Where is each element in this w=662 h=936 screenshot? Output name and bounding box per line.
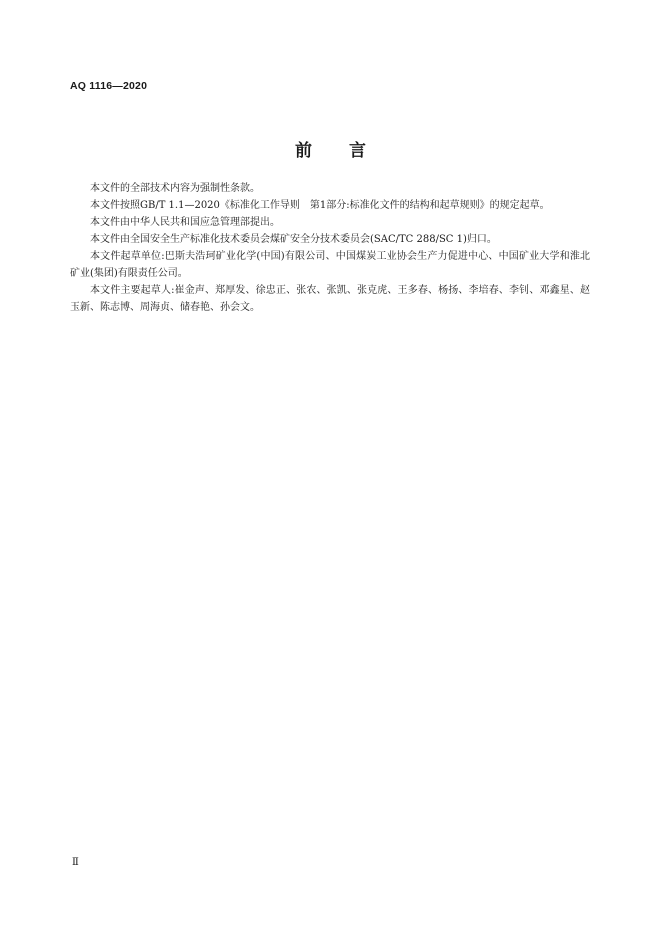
section-title-char-1: 前 — [295, 141, 313, 161]
page-number: Ⅱ — [72, 857, 79, 868]
document-code: AQ 1116—2020 — [70, 80, 148, 92]
paragraph-centralized: 本文件由全国安全生产标准化技术委员会煤矿安全分技术委员会(SAC/TC 288/SC 1)归口。 — [90, 234, 497, 245]
section-title — [0, 136, 662, 161]
foreword-body — [70, 180, 590, 316]
paragraph-drafters: 本文件主要起草人:崔金声、郑厚发、徐忠正、张农、张凯、张克虎、王多春、杨扬、李培春、李钊、邓鑫星、赵玉新、陈志博、周海贞、储春艳、孙会文。 — [70, 285, 590, 313]
paragraph-drafting-units: 本文件起草单位:巴斯夫浩珂矿业化学(中国)有限公司、中国煤炭工业协会生产力促进中心、中国矿业大学和淮北矿业(集团)有限责任公司。 — [70, 251, 590, 279]
paragraph-proposer: 本文件由中华人民共和国应急管理部提出。 — [90, 217, 280, 228]
paragraph-mandatory: 本文件的全部技术内容为强制性条款。 — [90, 183, 260, 194]
paragraph-drafting-rules: 本文件按照GB/T 1.1—2020《标准化工作导则 第1部分:标准化文件的结构和起草规则》的规定起草。 — [90, 200, 550, 211]
section-title-char-2: 言 — [349, 141, 367, 161]
